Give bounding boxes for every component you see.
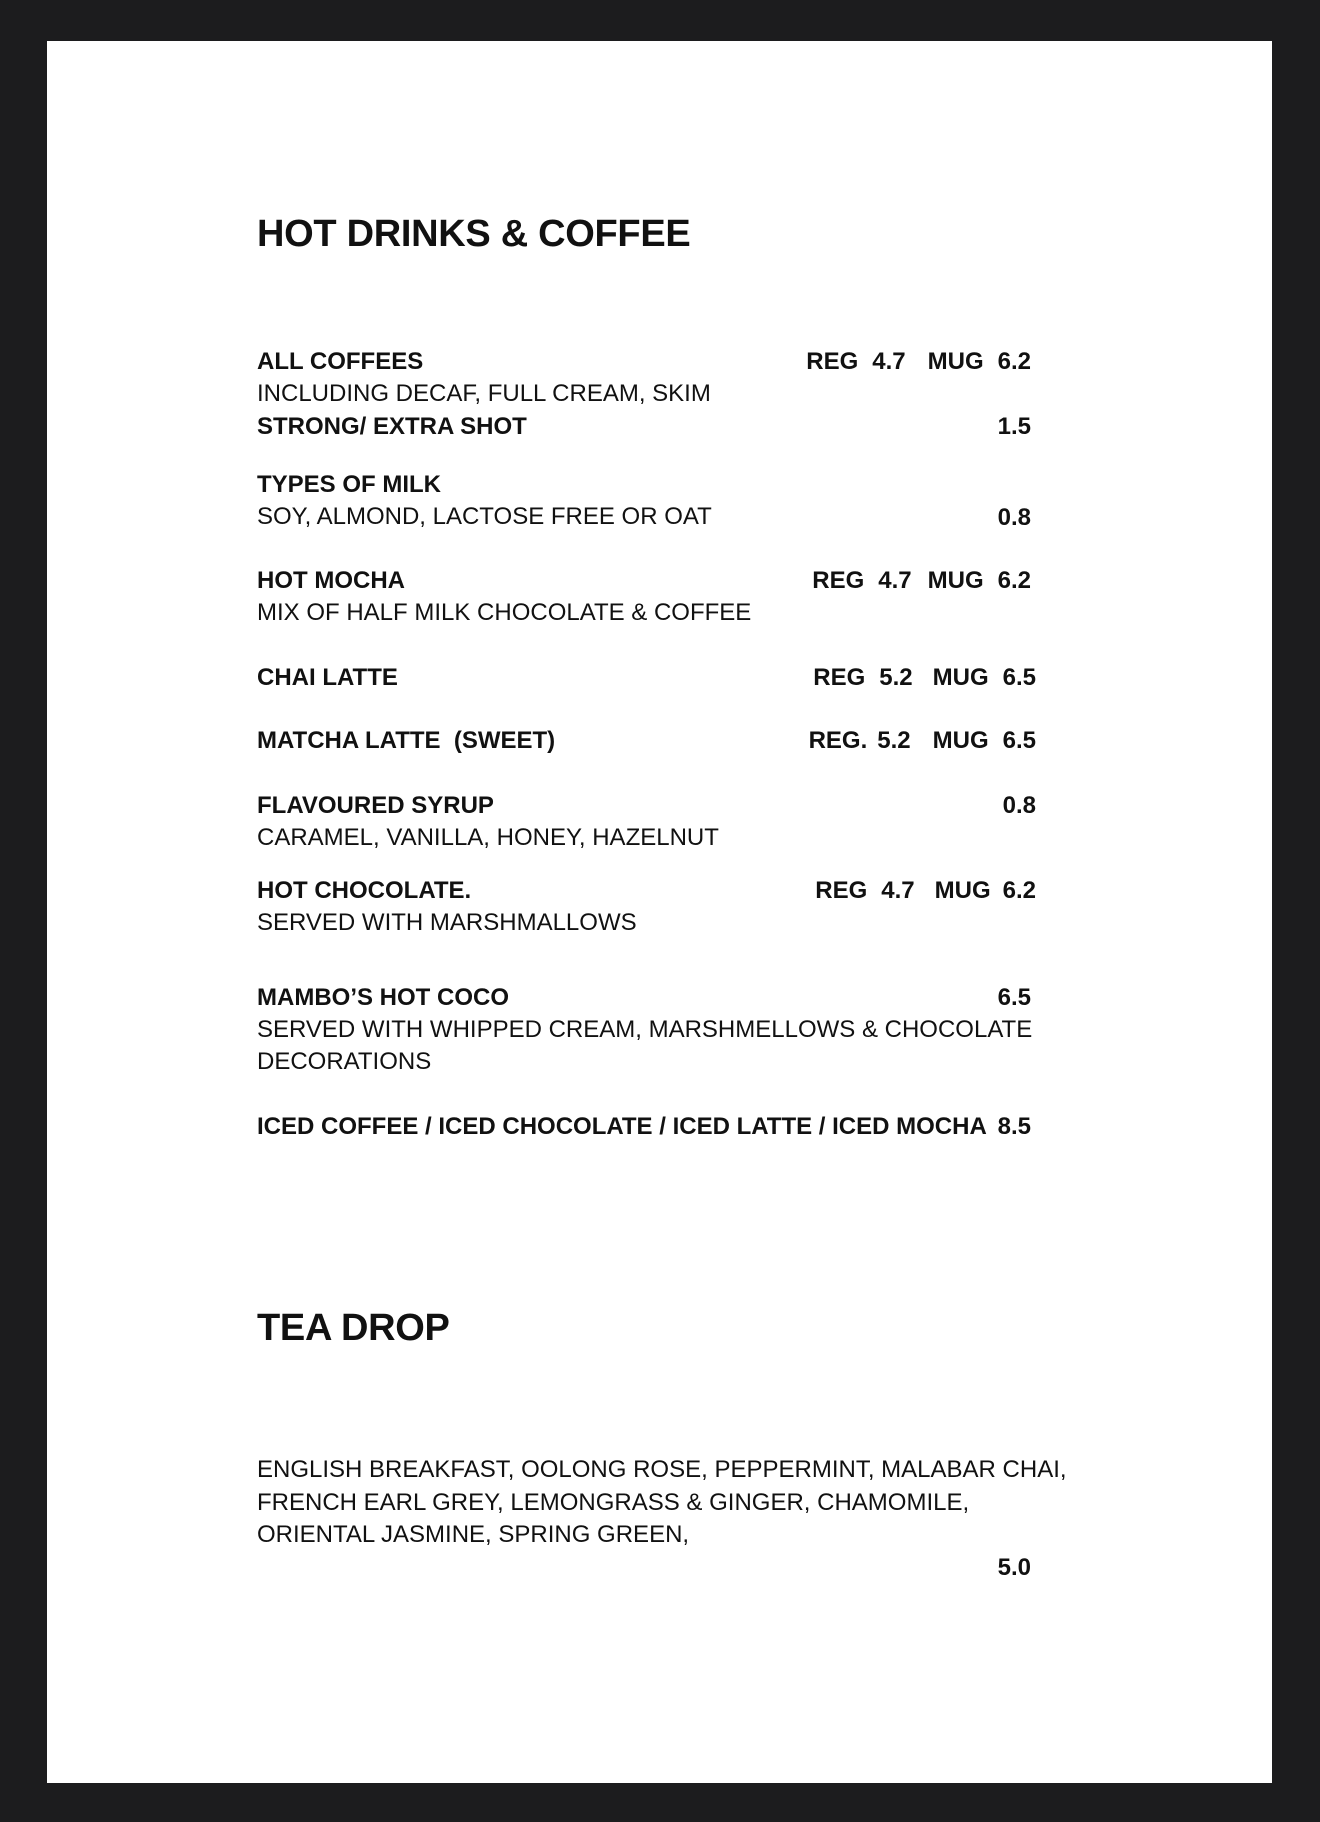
item-name-chai-latte: CHAI LATTE <box>257 664 398 691</box>
reg-label: REG <box>806 348 859 375</box>
item-desc-hot-mocha: MIX OF HALF MILK CHOCOLATE & COFFEE <box>257 599 752 626</box>
section-title-tea-drop: TEA DROP <box>257 1307 450 1349</box>
item-desc-mambos-hot-coco-line1: SERVED WITH WHIPPED CREAM, MARSHMELLOWS & CHOCOLATE <box>257 1016 1033 1043</box>
item-desc-mambos-hot-coco-line2: DECORATIONS <box>257 1048 432 1075</box>
item-name-hot-chocolate: HOT CHOCOLATE. <box>257 877 472 904</box>
item-name-matcha-latte: MATCHA LATTE (SWEET) <box>257 727 556 754</box>
section-title-hot-drinks: HOT DRINKS & COFFEE <box>257 213 691 255</box>
item-price-matcha-latte <box>809 729 1036 753</box>
mug-price: 6.5 <box>1002 727 1036 754</box>
item-name-hot-mocha: HOT MOCHA <box>257 567 405 594</box>
mug-label: MUG <box>932 727 989 754</box>
tea-desc-line1: ENGLISH BREAKFAST, OOLONG ROSE, PEPPERMINT, MALABAR CHAI, <box>257 1456 1067 1483</box>
reg-label: REG <box>813 664 866 691</box>
mug-price: 6.2 <box>997 567 1031 594</box>
item-price-chai-latte <box>813 666 1036 690</box>
menu-page <box>47 41 1272 1783</box>
mug-label: MUG <box>927 567 984 594</box>
item-price-hot-chocolate <box>815 879 1036 903</box>
item-price-all-coffees <box>806 350 1031 374</box>
item-name-types-of-milk: TYPES OF MILK <box>257 471 442 498</box>
item-price-iced-drinks: 8.5 <box>997 1113 1031 1140</box>
item-price-types-of-milk: 0.8 <box>997 504 1031 531</box>
item-price-strong-shot: 1.5 <box>997 413 1031 440</box>
item-desc-types-of-milk: SOY, ALMOND, LACTOSE FREE OR OAT <box>257 503 712 530</box>
reg-price: 5.2 <box>877 727 911 754</box>
mug-label: MUG <box>934 877 991 904</box>
item-name-iced-drinks: ICED COFFEE / ICED CHOCOLATE / ICED LATTE / ICED MOCHA <box>257 1113 987 1140</box>
item-desc-hot-chocolate: SERVED WITH MARSHMALLOWS <box>257 909 637 936</box>
tea-price: 5.0 <box>997 1554 1031 1581</box>
reg-price: 4.7 <box>881 877 915 904</box>
item-price-mambos-hot-coco: 6.5 <box>997 984 1031 1011</box>
item-name-flavoured-syrup: FLAVOURED SYRUP <box>257 792 494 819</box>
item-name-strong-shot: STRONG/ EXTRA SHOT <box>257 413 527 440</box>
tea-desc-line3: ORIENTAL JASMINE, SPRING GREEN, <box>257 1521 690 1548</box>
reg-price: 5.2 <box>879 664 913 691</box>
tea-desc-line2: FRENCH EARL GREY, LEMONGRASS & GINGER, CHAMOMILE, <box>257 1489 970 1516</box>
item-name-mambos-hot-coco: MAMBO’S HOT COCO <box>257 984 509 1011</box>
mug-price: 6.5 <box>1002 664 1036 691</box>
item-price-flavoured-syrup: 0.8 <box>1002 792 1036 819</box>
reg-price: 4.7 <box>878 567 912 594</box>
item-desc-all-coffees: INCLUDING DECAF, FULL CREAM, SKIM <box>257 380 711 407</box>
item-price-hot-mocha <box>812 569 1031 593</box>
mug-label: MUG <box>927 348 984 375</box>
reg-label: REG <box>812 567 865 594</box>
reg-label: REG. <box>808 727 868 754</box>
mug-label: MUG <box>932 664 989 691</box>
item-desc-flavoured-syrup: CARAMEL, VANILLA, HONEY, HAZELNUT <box>257 824 719 851</box>
reg-price: 4.7 <box>872 348 906 375</box>
reg-label: REG <box>815 877 868 904</box>
mug-price: 6.2 <box>1002 877 1036 904</box>
item-name-all-coffees: ALL COFFEES <box>257 348 424 375</box>
mug-price: 6.2 <box>997 348 1031 375</box>
